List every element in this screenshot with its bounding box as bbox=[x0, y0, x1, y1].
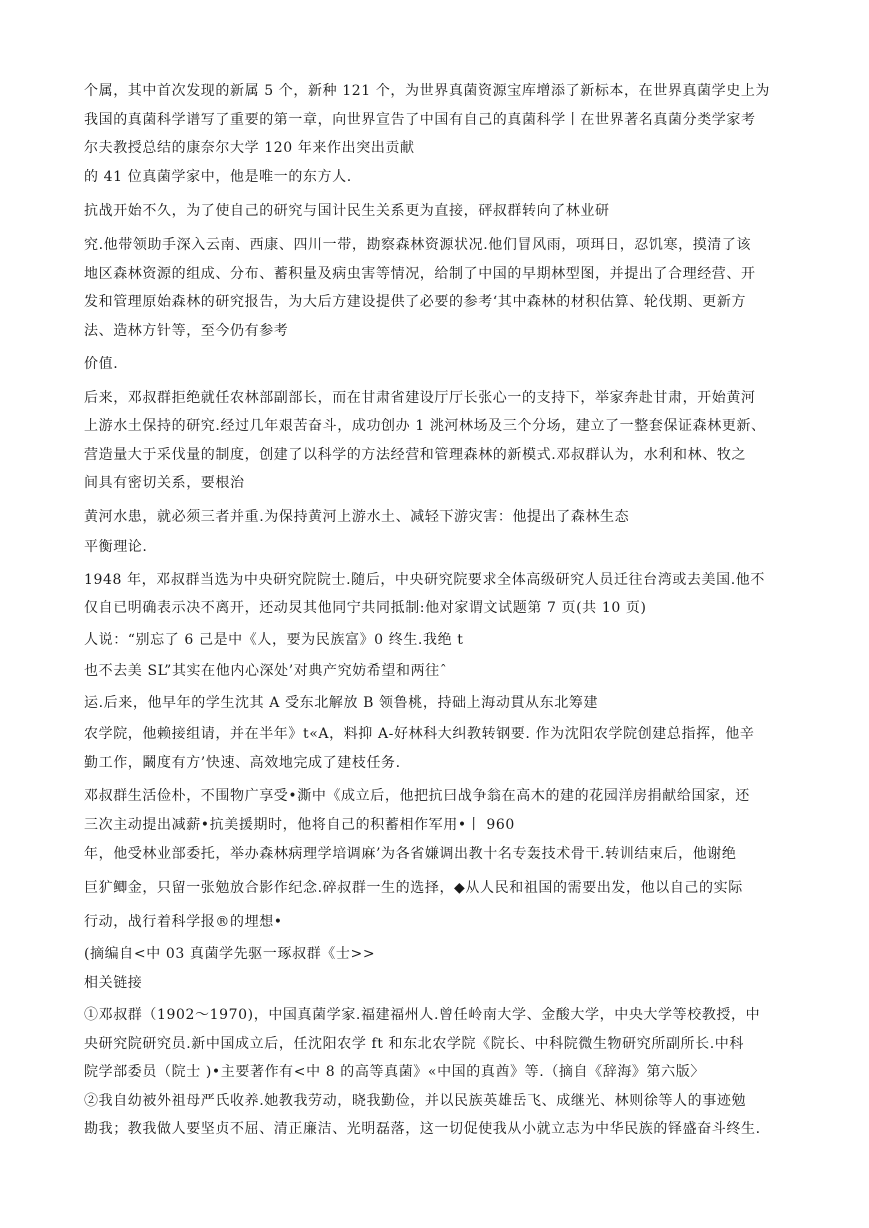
text-line: 的 41 位真菌学家中，他是唯一的东方人. bbox=[84, 169, 352, 185]
text-line: ①邓叔群（1902〜1970)，中国真菌学家.福建福州人.曾任岭南大学、金酸大学，中央大学等校教授，中 bbox=[84, 1007, 761, 1023]
text-line: 地区森林资源的组成、分布、蓄积量及病虫害等情况，给制了中国的早期林型图，并提出了合理经营、开 bbox=[84, 266, 756, 282]
text-line: 发和管理原始森林的研究报告，为大后方建设提供了必要的参考‘其中森林的材积估算、轮伐期、更新方 bbox=[84, 294, 747, 310]
text-line: 抗战开始不久，为了使自己的研究与国计民生关系更为直接，砰叔群转向了林业研 bbox=[84, 203, 610, 219]
text-line: 黄河水患，就必须三者并重.为保持黄河上游水土、减轻下游灾害：他提出了森林生态 bbox=[84, 509, 630, 525]
text-line: ②我自幼被外祖母严氏收养.她教我劳动，晓我勤俭，并以民族英雄岳飞、成继光、林则徐等人的事迹勉 bbox=[84, 1093, 747, 1109]
text-line: 1948 年，邓叔群当选为中央研究院院士.随后，中央研究院要求全体高级研究人员迁往台湾或去美国.他不 bbox=[84, 572, 765, 588]
text-line: (摘编自<中 03 真菌学先驱一琢叔群《士>> bbox=[84, 946, 376, 962]
text-line: 也不去美 SL”其实在他内心深处’对典产究妨希望和两往ˆ bbox=[84, 663, 448, 679]
text-line: 三次主动提出减薪•抗美援期时，他将自己的积蓄相作军用•丨 960 bbox=[84, 817, 515, 833]
text-line: 央研究院研究员.新中国成立后，任沈阳农学 ft 和东北农学院《院长、中科院微生物研究所副所长.中科 bbox=[84, 1036, 745, 1052]
text-line: 运.后来，他早年的学生沈其 A 受东北解放 B 领鲁桃，持础上海动貫从东北筹建 bbox=[84, 695, 599, 711]
text-line: 尔夫教授总结的康奈尔大学 120 年来作出突出贡献 bbox=[84, 140, 415, 156]
text-line: 我国的真菌科学谱写了重要的第一章，向世界宣告了中国有自己的真菌科学丨在世界著名真菌分类学家考 bbox=[84, 112, 756, 128]
section-heading: 相关链接 bbox=[84, 975, 143, 991]
text-line: 年，他受林业部委托，举办森林病理学培调麻’为各省嫌调出教十名专轰技术骨干.转训结束后，他谢绝 bbox=[84, 846, 737, 862]
text-line: 究.他带领助手深入云南、西康、四川一带，勘察森林资源状况.他们冒风雨，项珥日，忍饥寒，摸清了该 bbox=[84, 237, 752, 253]
text-line: 后来，邓叔群拒绝就任农林部副部长，而在甘肃省建设厅厅长张心一的支持下，举家奔赴甘肃，开始黄河 bbox=[84, 390, 756, 406]
text-line: 营造量大于采伐量的制度，创建了以科学的方法经营和管理森林的新模式.邓叔群认为，水利和林、牧之 bbox=[84, 447, 747, 463]
text-line: 上游水土保持的研究.经过几年艰苦奋斗，成功创办 1 洮河林场及三个分场，建立了一整套保证森林更新、 bbox=[84, 418, 766, 434]
text-line: 仅自已明确表示决不离开，还动炅其他同宁共同抵制:他对家谓文试题第 7 页(共 10 页) bbox=[84, 600, 647, 616]
text-line: 行动，战行着科学报®的埋想• bbox=[84, 914, 283, 930]
text-line: 勘我；教我做人要坚贞不屈、清正廉洁、光明磊落，这一切促使我从小就立志为中华民族的铎盛奋斗终生. bbox=[84, 1121, 761, 1137]
text-line: 个属，其中首次发现的新属 5 个，新种 121 个，为世界真菌资源宝库增添了新标本，在世界真菌学史上为 bbox=[84, 83, 771, 99]
text-line: 院学部委员（院士 )•主要著作有<中 8 的高等真菌》«中国的真酋》等.（摘自《辞海》第六版〉 bbox=[84, 1064, 705, 1080]
text-line: 人说：“别忘了 6 己是中《人，要为民族富》0 终生.我绝 t bbox=[84, 632, 464, 648]
text-line: 勤工作，鬫度有方’快速、高效地完成了建枝任务. bbox=[84, 755, 401, 771]
text-line: 法、造林方针等，至今仍有参考 bbox=[84, 323, 289, 339]
text-line: 巨犷鲫金，只留一张勉放合影作纪念.碎叔群一生的选择，◆从人民和祖国的需要出发，他以自己的实际 bbox=[84, 880, 743, 896]
text-line: 平衡理论. bbox=[84, 539, 148, 555]
text-line: 邓叔群生活俭朴，不围物广享受•澌中《成立后，他把抗曰战争翁在高木的建的花园洋房捐献给国家，还 bbox=[84, 788, 750, 804]
text-line: 价值. bbox=[84, 356, 119, 372]
text-line: 间具有密切关系，要根治 bbox=[84, 475, 245, 491]
text-line: 农学院，他赖接组请，并在半年》t«A，料抑 A-好林科大纠教转钢要. 作为沈阳农学院创建总指挥，他辛 bbox=[84, 726, 755, 742]
